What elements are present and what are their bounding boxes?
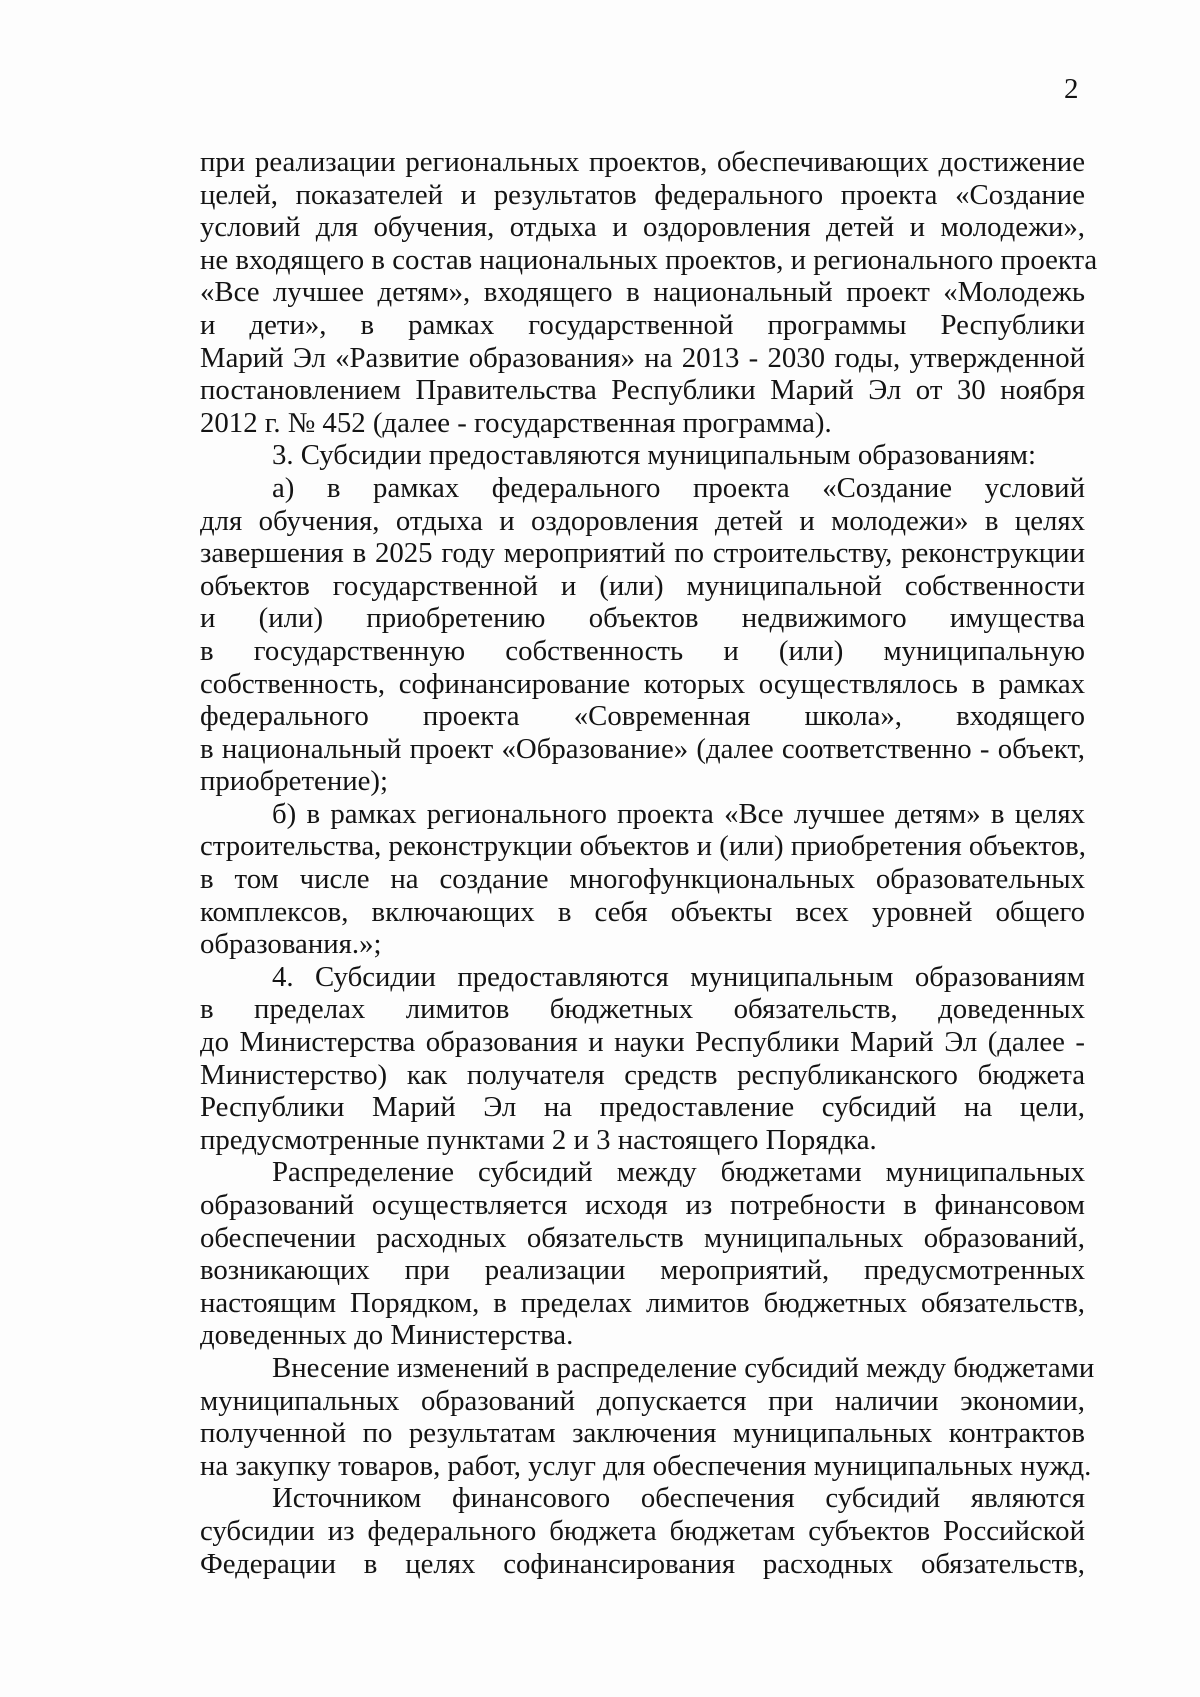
text-line: Федерации в целях софинансирования расходных обязательств, [200,1547,1085,1580]
text-line: образований осуществляется исходя из потребности в финансовом [200,1189,1085,1221]
text-line: обеспечении расходных обязательств муниципальных образований, [200,1221,1085,1254]
paragraph-start-line: Распределение субсидий между бюджетами муниципальных [272,1156,1085,1189]
text-line: постановлением Правительства Республики Марий Эл от 30 ноября [200,374,1085,407]
text-line: не входящего в состав национальных проектов, и регионального проекта [200,243,1098,276]
page-number: 2 [1064,73,1079,105]
text-line: федерального проекта «Современная школа», входящего [200,700,1085,733]
text-line: приобретение); [200,765,389,798]
text-line: в национальный проект «Образование» (далее соответственно - объект, [200,732,1085,765]
paragraph-start-line: 3. Субсидии предоставляются муниципальным образованиям: [272,439,1036,472]
text-line: собственность, софинансирование которых осуществлялось в рамках [200,667,1085,700]
text-line: условий для обучения, отдыха и оздоровления детей и молодежи», [200,211,1085,244]
text-line: возникающих при реализации мероприятий, предусмотренных [200,1254,1085,1287]
paragraph-start-line: Внесение изменений в распределение субсидий между бюджетами [272,1351,1095,1384]
text-line: объектов государственной и (или) муниципальной собственности [200,569,1085,602]
text-line: Марий Эл «Развитие образования» на 2013 - 2030 годы, утвержденной [200,341,1085,374]
text-line: «Все лучшее детям», входящего в национальный проект «Молодежь [200,276,1085,309]
text-line: и (или) приобретению объектов недвижимого имущества [200,602,1085,635]
body-text [200,146,1098,1580]
paragraph-start-line: Источником финансового обеспечения субсидий являются [272,1482,1085,1515]
paragraph-start-line: б) в рамках регионального проекта «Все лучшее детям» в целях [272,797,1085,830]
text-line: полученной по результатам заключения муниципальных контрактов [200,1417,1085,1450]
text-line: целей, показателей и результатов федерального проекта «Создание [200,178,1085,211]
text-line: в пределах лимитов бюджетных обязательств, доведенных [200,993,1085,1026]
text-line: и дети», в рамках государственной программы Республики [200,308,1085,341]
paragraph-start-line: 4. Субсидии предоставляются муниципальным образованиям [272,960,1085,993]
text-line: предусмотренные пунктами 2 и 3 настоящего Порядка. [200,1123,877,1156]
text-line: комплексов, включающих в себя объекты всех уровней общего [200,895,1085,928]
text-line: до Министерства образования и науки Республики Марий Эл (далее - [200,1026,1085,1059]
text-line: 2012 г. № 452 (далее - государственная программа). [200,406,832,439]
text-line: завершения в 2025 году мероприятий по строительству, реконструкции [200,537,1085,570]
text-line: строительства, реконструкции объектов и (или) приобретения объектов, [200,830,1086,863]
text-line: доведенных до Министерства. [200,1319,574,1352]
text-line: Республики Марий Эл на предоставление субсидий на цели, [200,1091,1085,1124]
text-line: Министерство) как получателя средств республиканского бюджета [200,1058,1085,1091]
text-line: для обучения, отдыха и оздоровления детей и молодежи» в целях [200,504,1085,537]
text-line: настоящим Порядком, в пределах лимитов бюджетных обязательств, [200,1286,1085,1319]
text-line: субсидии из федерального бюджета бюджетам субъектов Российской [200,1514,1085,1547]
text-line: образования.»; [200,928,382,961]
text-line: при реализации региональных проектов, обеспечивающих достижение [200,146,1085,178]
text-line: в государственную собственность и (или) муниципальную [200,634,1085,667]
paragraph-start-line: а) в рамках федерального проекта «Создание условий [272,471,1085,504]
text-line: в том числе на создание многофункциональных образовательных [200,863,1085,896]
text-line: муниципальных образований допускается при наличии экономии, [200,1384,1085,1417]
text-line: на закупку товаров, работ, услуг для обеспечения муниципальных нужд. [200,1449,1092,1482]
